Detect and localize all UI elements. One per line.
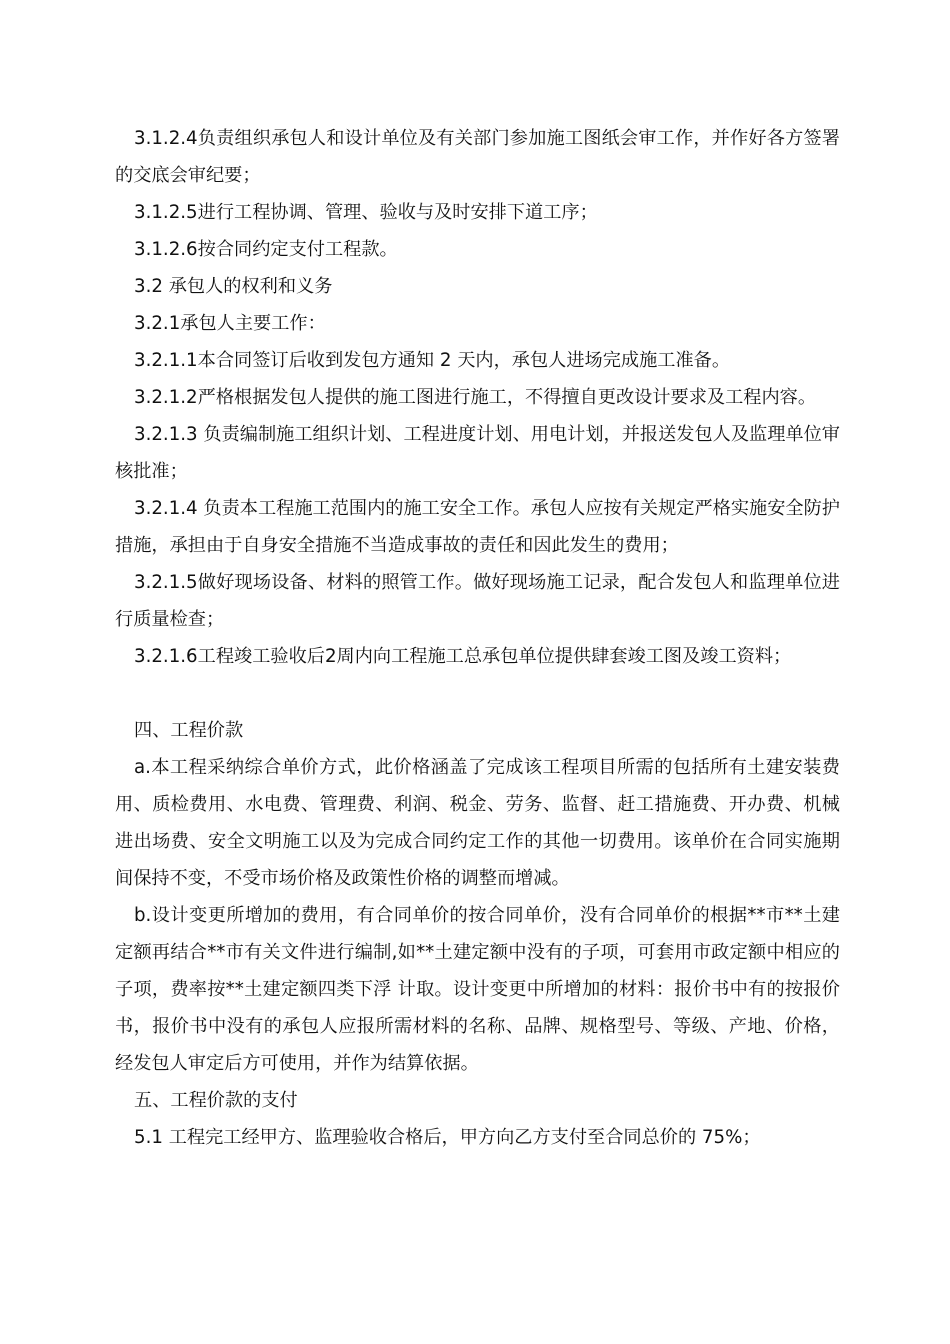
- section-5-heading: 五、工程价款的支付: [134, 1090, 298, 1111]
- clause-3-2-1-4: 3.2.1.4 负责本工程施工范围内的施工安全工作。承包人应按有关规定严格实施安全防护措施，承担由于自身安全措施不当造成事故的责任和因此发生的费用；: [115, 498, 840, 556]
- section-4-heading: 四、工程价款: [134, 720, 244, 741]
- clause-4-a: a.本工程采纳综合单价方式，此价格涵盖了完成该工程项目所需的包括所有土建安装费用、质检费用、水电费、管理费、利润、税金、劳务、监督、赶工措施费、开办费、机械进出场费、安全文明施工以及为完成合同约定工作的其他一切费用。该单价在合同实施期间保持不变，不受市场价格及政策性价格的调整而增减。: [115, 757, 840, 889]
- clause-3-1-2-4: 3.1.2.4负责组织承包人和设计单位及有关部门参加施工图纸会审工作，并作好各方签署的交底会审纪要；: [115, 128, 840, 186]
- clause-3-2-1: 3.2.1承包人主要工作：: [134, 313, 326, 334]
- section-3-2-heading: 3.2 承包人的权利和义务: [134, 276, 333, 297]
- clause-3-1-2-6: 3.1.2.6按合同约定支付工程款。: [134, 239, 398, 260]
- clause-3-1-2-5: 3.1.2.5进行工程协调、管理、验收与及时安排下道工序；: [134, 202, 598, 223]
- clause-3-2-1-1: 3.2.1.1本合同签订后收到发包方通知 2 天内，承包人进场完成施工准备。: [134, 350, 731, 371]
- clause-3-2-1-5: 3.2.1.5做好现场设备、材料的照管工作。做好现场施工记录，配合发包人和监理单位进行质量检查；: [115, 572, 840, 630]
- clause-5-1: 5.1 工程完工经甲方、监理验收合格后，甲方向乙方支付至合同总价的 75%；: [134, 1127, 761, 1148]
- clause-3-2-1-2: 3.2.1.2严格根据发包人提供的施工图进行施工，不得擅自更改设计要求及工程内容。: [134, 387, 817, 408]
- clause-4-b: b.设计变更所增加的费用，有合同单价的按合同单价，没有合同单价的根据**市**土建定额再结合**市有关文件进行编制,如**土建定额中没有的子项，可套用市政定额中相应的子项，费率按**土建定额四类下浮 计取。设计变更中所增加的材料：报价书中有的按报价书，报价书中没有的承包人应报所需材料的名称、品牌、规格型号、等级、产地、价格，经发包人审定后方可使用，并作为结算依据。: [115, 905, 840, 1074]
- clause-3-2-1-6: 3.2.1.6工程竣工验收后2周内向工程施工总承包单位提供肆套竣工图及竣工资料；: [134, 646, 792, 667]
- clause-3-2-1-3: 3.2.1.3 负责编制施工组织计划、工程进度计划、用电计划，并报送发包人及监理单位审核批准；: [115, 424, 840, 482]
- document-body: [115, 120, 840, 1156]
- paragraph-spacer: [115, 675, 840, 712]
